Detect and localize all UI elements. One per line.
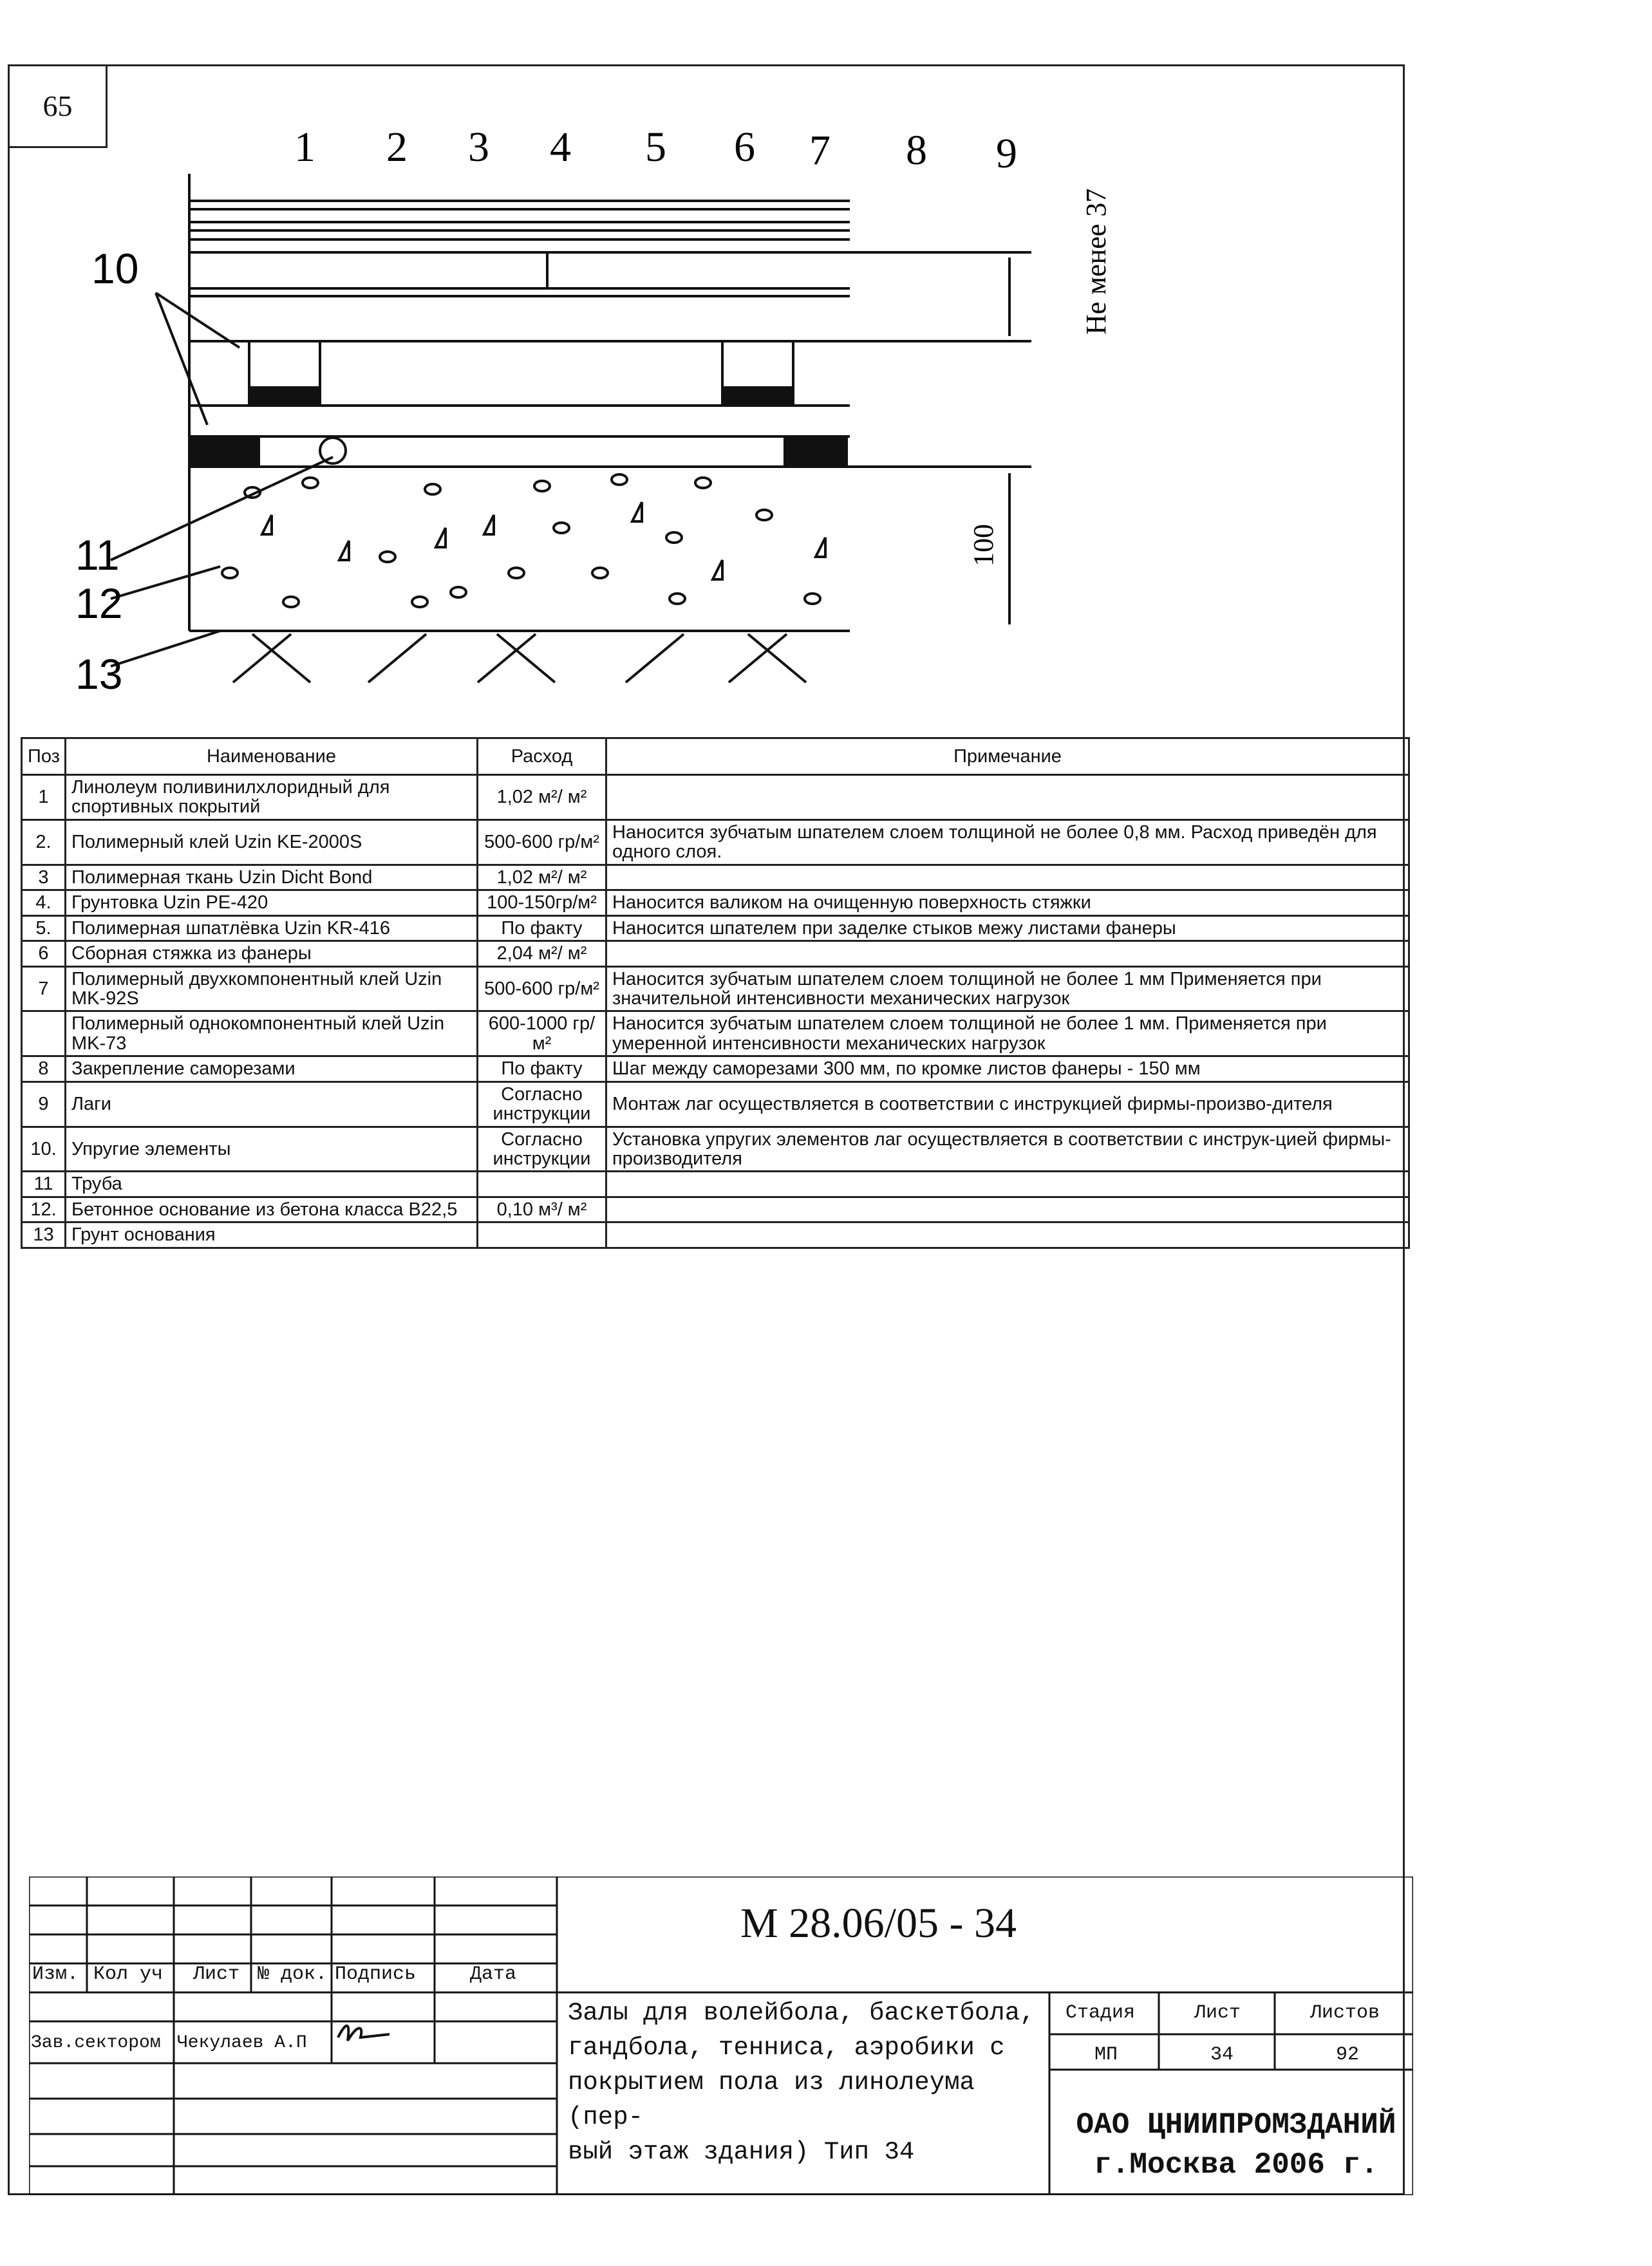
callout-5: 5 [645, 124, 666, 171]
callout-6: 6 [734, 124, 755, 171]
table-body [22, 775, 1409, 1248]
document-description: Залы для волейбола, баскетбола, гандбола, тенниса, аэробики с покрытием пола из линолеума (пер- вый этаж здания) Тип 34 [568, 1999, 1035, 2166]
cell-consumption: 0,10 м³/ м² [478, 1197, 606, 1222]
cell-note [606, 941, 1409, 966]
tb-col-kol: Кол уч [93, 1963, 164, 1985]
callout-1: 1 [294, 124, 315, 171]
table-row [22, 819, 1409, 865]
tb-sheet: 34 [1210, 2044, 1234, 2066]
cell-note [606, 1222, 1409, 1248]
cell-name: Сборная стяжка из фанеры [66, 941, 478, 966]
cell-consumption: По факту [478, 1056, 606, 1082]
cell-consumption: 1,02 м²/ м² [478, 865, 606, 890]
cell-note [606, 1197, 1409, 1222]
cell-name: Линолеум поливинилхлоридный для спортивных покрытий [66, 775, 478, 820]
tb-person: Чекулаев А.П [177, 2033, 307, 2053]
organization [1065, 2105, 1407, 2185]
cell-consumption: 600-1000 гр/м² [478, 1011, 606, 1056]
cell-consumption: 100-150гр/м² [478, 890, 606, 915]
callout-11: 11 [75, 531, 120, 579]
cell-name: Полимерный клей Uzin KE-2000S [66, 819, 478, 865]
callout-4: 4 [550, 124, 571, 171]
signature-mark [338, 2026, 390, 2041]
cell-note: Шаг между саморезами 300 мм, по кромке листов фанеры - 150 мм [606, 1056, 1409, 1082]
cell-pos: 5. [22, 915, 66, 941]
specification-table [21, 737, 1410, 1249]
cell-consumption: По факту [478, 915, 606, 941]
callout-7: 7 [809, 127, 831, 174]
cell-name: Упругие элементы [66, 1127, 478, 1172]
cell-note: Наносится зубчатым шпателем слоем толщиной не более 1 мм. Применяется при умеренной интенсивности механических нагрузок [606, 1011, 1409, 1056]
table-row [22, 1011, 1409, 1056]
table-row [22, 966, 1409, 1011]
cell-note: Наносится шпателем при заделке стыков межу листами фанеры [606, 915, 1409, 941]
callout-3: 3 [468, 124, 489, 171]
cell-pos: 7 [22, 966, 66, 1011]
tb-col-izm: Изм. [32, 1963, 79, 1985]
cell-name: Полимерная ткань Uzin Dicht Bond [66, 865, 478, 890]
cell-consumption: 500-600 гр/м² [478, 966, 606, 1011]
callout-8: 8 [906, 127, 927, 174]
tb-sheets-label: Листов [1310, 2002, 1380, 2024]
tb-sheet-label: Лист [1194, 2002, 1241, 2024]
cell-name: Лаги [66, 1082, 478, 1127]
cell-pos [22, 1011, 66, 1056]
cell-note: Установка упругих элементов лаг осуществляется в соответствии с инструк-цией фирмы-производителя [606, 1127, 1409, 1172]
cell-name: Закрепление саморезами [66, 1056, 478, 1082]
table-row [22, 941, 1409, 966]
table-header-row [22, 738, 1409, 775]
cell-note: Наносится валиком на очищенную поверхность стяжки [606, 890, 1409, 915]
cell-consumption: 500-600 гр/м² [478, 819, 606, 865]
table-row [22, 890, 1409, 915]
header-pos: Поз [22, 738, 66, 775]
cell-note: Наносится зубчатым шпателем слоем толщиной не более 0,8 мм. Расход приведён для одного слоя. [606, 819, 1409, 865]
table-row [22, 865, 1409, 890]
cell-pos: 9 [22, 1082, 66, 1127]
callout-10: 10 [91, 245, 139, 292]
cell-name: Полимерный двухкомпонентный клей Uzin MK-92S [66, 966, 478, 1011]
table-row [22, 1222, 1409, 1248]
table-row [22, 1127, 1409, 1172]
cell-pos: 12. [22, 1197, 66, 1222]
table-row [22, 915, 1409, 941]
callout-13: 13 [75, 650, 123, 698]
cell-pos: 1 [22, 775, 66, 820]
callout-2: 2 [386, 124, 408, 171]
tb-col-doc: № док. [258, 1963, 328, 1985]
table-row [22, 775, 1409, 820]
document-code: М 28.06/05 - 34 [740, 1900, 1017, 1947]
tb-stage: МП [1094, 2044, 1118, 2066]
header-note: Примечание [606, 738, 1409, 775]
header-consumption: Расход [478, 738, 606, 775]
cell-name: Труба [66, 1172, 478, 1197]
cell-consumption: 1,02 м²/ м² [478, 775, 606, 820]
dimension-bottom: 100 [968, 524, 999, 566]
cell-consumption [478, 1172, 606, 1197]
cell-note [606, 1172, 1409, 1197]
cell-name: Полимерная шпатлёвка Uzin KR-416 [66, 915, 478, 941]
cell-name: Грунтовка Uzin PE-420 [66, 890, 478, 915]
organization-city-year: г.Москва 2006 г. [1094, 2148, 1378, 2182]
tb-sheets: 92 [1336, 2044, 1360, 2066]
cell-name: Бетонное основание из бетона класса B22,5 [66, 1197, 478, 1222]
cell-note: Монтаж лаг осуществляется в соответствии с инструкцией фирмы-произво-дителя [606, 1082, 1409, 1127]
table-row [22, 1056, 1409, 1082]
tb-col-signature: Подпись [335, 1963, 417, 1985]
table-row [22, 1082, 1409, 1127]
cell-note: Наносится зубчатым шпателем слоем толщиной не более 1 мм Применяется при значительной интенсивности механических нагрузок [606, 966, 1409, 1011]
cell-pos: 6 [22, 941, 66, 966]
table-row [22, 1172, 1409, 1197]
page-number: 65 [8, 64, 108, 148]
dimension-top: Не менее 37 [1080, 188, 1112, 335]
tb-col-list: Лист [193, 1963, 240, 1985]
cell-note [606, 775, 1409, 820]
cell-pos: 2. [22, 819, 66, 865]
callout-9: 9 [996, 130, 1017, 177]
organization-name: ОАО ЦНИИПРОМЗДАНИЙ [1076, 2108, 1396, 2142]
tb-col-date: Дата [470, 1963, 517, 1985]
tb-role: Зав.сектором [31, 2033, 161, 2053]
cell-pos: 13 [22, 1222, 66, 1248]
cell-name: Полимерный однокомпонентный клей Uzin MK-73 [66, 1011, 478, 1056]
cell-pos: 8 [22, 1056, 66, 1082]
cell-consumption: Согласно инструкции [478, 1127, 606, 1172]
callout-12: 12 [75, 579, 123, 627]
tb-stage-label: Стадия [1065, 2002, 1136, 2024]
cell-pos: 3 [22, 865, 66, 890]
cell-pos: 11 [22, 1172, 66, 1197]
header-name: Наименование [66, 738, 478, 775]
cell-consumption: 2,04 м²/ м² [478, 941, 606, 966]
cell-pos: 4. [22, 890, 66, 915]
table-row [22, 1197, 1409, 1222]
cell-name: Грунт основания [66, 1222, 478, 1248]
cell-consumption: Согласно инструкции [478, 1082, 606, 1127]
cell-note [606, 865, 1409, 890]
floor-section-drawing [8, 64, 1408, 737]
cell-pos: 10. [22, 1127, 66, 1172]
cell-consumption [478, 1222, 606, 1248]
